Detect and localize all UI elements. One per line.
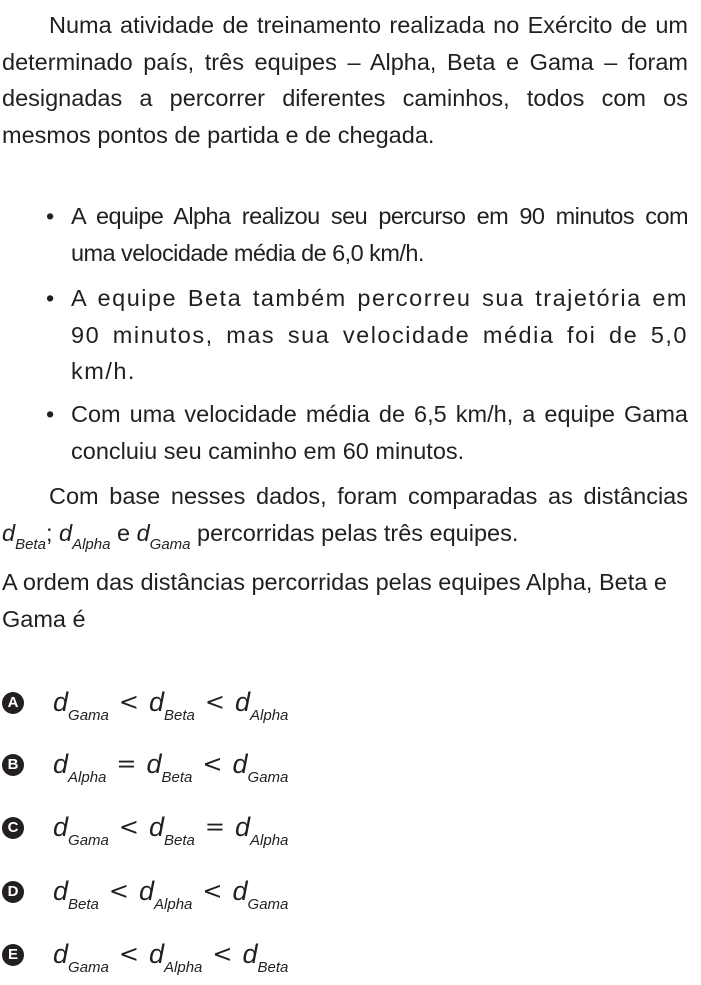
option-a[interactable] (0, 680, 701, 730)
comparison-lead: Com base nesses dados, foram comparadas as distâncias (49, 483, 688, 509)
equals-sign: = (204, 813, 225, 841)
subscript-alpha: Alpha (72, 535, 111, 553)
option-letter-badge: A (2, 692, 24, 714)
option-b[interactable] (0, 742, 701, 792)
distance-symbol: d (242, 939, 258, 969)
distance-symbol: d (59, 519, 73, 546)
intro-paragraph: Numa atividade de treinamento realizada no Exército de um determinado país, três equipes – Alpha, Beta e Gama – foram designadas a percorrer diferentes caminhos, todos com os mesmos pontos de partida e de chegada. (2, 12, 688, 148)
subscript-beta: Beta (164, 832, 195, 849)
subscript-alpha: Alpha (250, 832, 289, 849)
bullet-dot-icon: • (46, 203, 55, 229)
distance-symbol: d (53, 876, 69, 906)
option-formula (53, 936, 289, 976)
option-letter-badge: D (2, 881, 24, 903)
option-letter-badge: C (2, 817, 24, 839)
subscript-gama: Gama (68, 832, 109, 849)
option-letter-badge: B (2, 754, 24, 776)
subscript-beta: Beta (164, 707, 195, 724)
distance-symbol: d (149, 939, 165, 969)
distance-symbol: d (146, 749, 162, 779)
subscript-beta: Beta (15, 535, 46, 553)
bullet-text: A equipe Alpha realizou seu percurso em 90 minutos com uma velocidade média de 6,0 km/h. (71, 203, 688, 266)
option-letter-badge: E (2, 944, 24, 966)
subscript-beta: Beta (257, 959, 289, 976)
less-than-sign: < (118, 688, 139, 716)
distance-symbol: d (53, 749, 69, 779)
option-d[interactable] (0, 869, 701, 919)
equals-sign: = (116, 750, 137, 778)
distance-symbol: d (53, 812, 69, 842)
subscript-gama: Gama (247, 769, 289, 786)
option-formula (53, 873, 289, 913)
option-e[interactable] (0, 932, 701, 982)
subscript-beta: Beta (161, 769, 193, 786)
subscript-gama: Gama (247, 896, 289, 913)
separator: ; (45, 519, 59, 546)
distance-symbol: d (53, 939, 69, 969)
bullet-text: Com uma velocidade média de 6,5 km/h, a equipe Gama concluiu seu caminho em 60 minutos. (71, 401, 688, 464)
subscript-alpha: Alpha (164, 959, 203, 976)
distance-symbol: d (235, 812, 251, 842)
less-than-sign: < (212, 940, 233, 968)
separator: e (110, 519, 137, 546)
subscript-alpha: Alpha (68, 769, 107, 786)
subscript-beta: Beta (68, 896, 99, 913)
comparison-paragraph (2, 478, 688, 551)
subscript-gama: Gama (68, 707, 109, 724)
less-than-sign: < (118, 940, 139, 968)
option-formula (53, 684, 289, 724)
distance-symbol: d (53, 687, 69, 717)
question-stem: A ordem das distâncias percorridas pelas equipes Alpha, Beta e Gama é (2, 569, 667, 632)
subscript-gama: Gama (68, 959, 109, 976)
less-than-sign: < (118, 813, 139, 841)
distance-symbol: d (232, 876, 248, 906)
distance-symbol: d (139, 876, 155, 906)
subscript-alpha: Alpha (154, 896, 193, 913)
subscript-alpha: Alpha (250, 707, 289, 724)
bullet-text: A equipe Beta também percorreu sua trajetória em 90 minutos, mas sua velocidade média foi de 5,0 km/h. (71, 285, 688, 384)
bullet-dot-icon: • (46, 285, 55, 311)
option-formula (53, 746, 289, 786)
distance-symbol: d (235, 687, 251, 717)
less-than-sign: < (202, 750, 223, 778)
option-c[interactable] (0, 805, 701, 855)
distance-symbol: d (2, 519, 16, 546)
less-than-sign: < (202, 877, 223, 905)
less-than-sign: < (204, 688, 225, 716)
comparison-tail: percorridas pelas três equipes. (190, 519, 519, 546)
option-formula (53, 809, 289, 849)
bullet-dot-icon: • (46, 401, 55, 427)
distance-symbol: d (136, 519, 150, 546)
less-than-sign: < (108, 877, 129, 905)
distance-symbol: d (149, 687, 165, 717)
distance-symbol: d (149, 812, 165, 842)
distance-symbol: d (232, 749, 248, 779)
subscript-gama: Gama (149, 535, 191, 553)
